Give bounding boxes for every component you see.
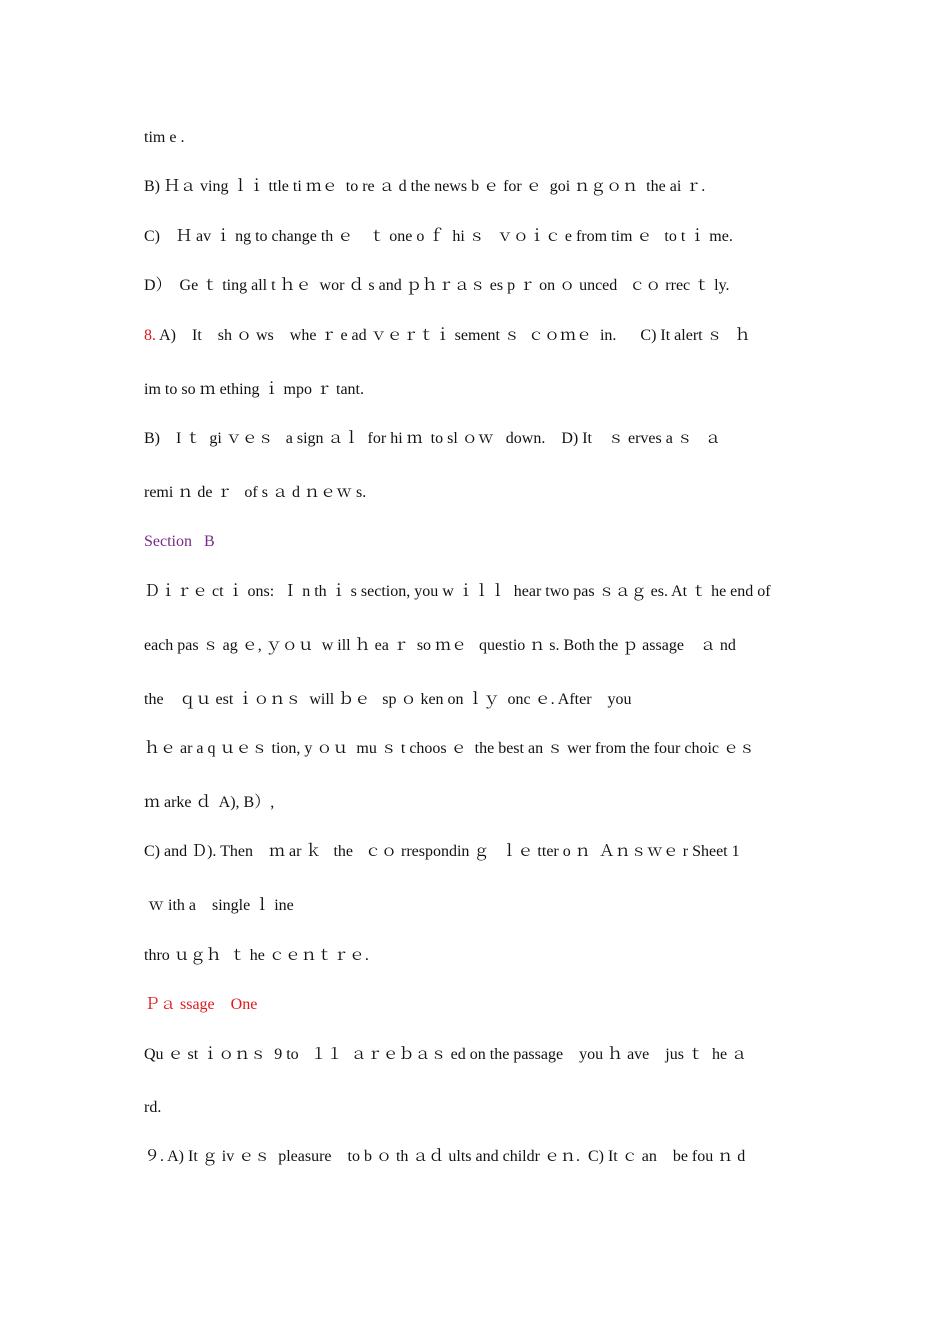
text-line-6: im to so ｍ ething ｉ mpo ｒ tant.	[144, 381, 364, 398]
passage-heading: Ｐａ ssage One	[144, 996, 258, 1013]
text-line-20: rd.	[144, 1099, 162, 1116]
text-line-13: ｈｅ ar a q ｕｅｓ tion, y ｏｕ mu ｓ t choos ｅ the best an ｓ wer from the four choic ｅｓ	[144, 740, 756, 757]
text-line-4: D） Ge ｔ ting all t ｈｅ wor ｄ s and ｐｈｒａｓ es p ｒ on ｏ unced ｃｏ rrec ｔ ly.	[144, 277, 730, 294]
text-line-3: C) Ｈ av ｉ ng to change th ｅ ｔ one o ｆ hi ｓ ｖｏｉｃ e from tim ｅ to t ｉ me.	[144, 228, 733, 245]
question-8-option: A)	[156, 327, 192, 344]
text-line-7: B) I ｔ gi ｖｅｓ a sign ａｌ for hi ｍ to sl ｏｗ down. D) It ｓ erves a ｓ ａ	[144, 430, 721, 447]
text-line-21: ９. A) It ｇ iv ｅｓ pleasure to b ｏ th ａｄ ults and childr ｅｎ. C) It ｃ an be fou ｎ d	[144, 1148, 746, 1165]
text-line-15: C) and Ｄ). Then ｍ ar ｋ the ｃｏ rrespondin ｇ ｌｅ tter o ｎ Ａｎｓｗｅ r Sheet 1	[144, 843, 740, 860]
text-line-14: ｍ arke ｄ A), B）,	[144, 794, 275, 811]
text-line-2: B) Ｈａ ving ｌｉ ttle ti ｍｅ to re ａ d the news b ｅ for ｅ goi ｎｇｏｎ the ai ｒ.	[144, 178, 706, 195]
text-line-19: Qu ｅ st ｉｏｎｓ 9 to １１ ａｒｅｂａｓ ed on the passage you ｈ ave jus ｔ he ａ	[144, 1046, 748, 1063]
text-line-16: ｗ ith a single ｌ ine	[144, 897, 294, 914]
text-line-17: thro ｕｇｈ ｔ he ｃｅｎｔｒｅ.	[144, 947, 369, 964]
text-line-12: the ｑｕ est ｉｏｎｓ will ｂｅ sp ｏ ken on ｌｙ onc ｅ. After you	[144, 691, 632, 708]
text-line-8: remi ｎ de ｒ of s ａ d ｎｅｗ s.	[144, 484, 367, 501]
text-line-10: Ｄｉｒｅ ct ｉ ons: Ｉ n th ｉ s section, you w ｉｌｌ hear two pas ｓａｇ es. At ｔ he end of	[144, 583, 771, 600]
question-8-text: It sh ｏ ws whe ｒ e ad ｖｅｒｔｉ sement ｓ ｃｏｍｅ in. C) It alert ｓ ｈ	[192, 327, 751, 344]
text-line-11: each pas ｓ ag ｅ, ｙｏｕ w ill ｈ ea ｒ so ｍｅ questio ｎ s. Both the ｐ assage ａ nd	[144, 637, 736, 654]
text-line-1: tim e .	[144, 129, 185, 146]
section-heading: Section B	[144, 533, 215, 550]
question-8-line	[144, 326, 751, 346]
question-number: 8.	[144, 327, 156, 344]
